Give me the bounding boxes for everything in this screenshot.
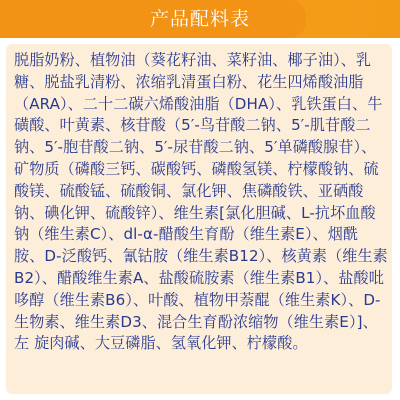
- ingredient-line: 生物素、维生素D3、混合生育酚浓缩物（维生素E）]、左: [14, 312, 378, 353]
- ingredient-line: 酸镁、硫酸锰、硫酸铜、氯化钾、焦磷酸铁、亚硒酸: [14, 181, 364, 200]
- ingredient-line: 钠、5′-胞苷酸二钠、5′-尿苷酸二钠、5′单磷酸腺苷）、: [14, 138, 377, 157]
- ingredient-line: 糖、脱盐乳清粉、浓缩乳清蛋白粉、花生四烯酸油脂: [14, 72, 364, 91]
- ingredient-line: 胺、D-泛酸钙、氰钴胺（维生素B12）、核黄素（维生素: [14, 247, 388, 266]
- ingredient-line: 脱脂奶粉、植物油（葵花籽油、菜籽油、椰子油）、乳: [14, 51, 372, 69]
- ingredient-line: 矿物质（磷酸三钙、碳酸钙、磷酸氢镁、柠檬酸钠、硫: [14, 159, 379, 178]
- page-title: 产品配料表: [149, 8, 250, 30]
- ingredient-line: B2）、醋酸维生素A、盐酸硫胺素（维生素B1）、盐酸吡: [14, 268, 384, 287]
- ingredient-line: 磺酸、叶黄素、核苷酸（5′-鸟苷酸二钠、5′-肌苷酸二: [14, 116, 371, 135]
- ingredient-line: 旋肉碱、大豆磷脂、氢氧化钾、柠檬酸。: [34, 334, 308, 353]
- ingredient-line: 钠、碘化钾、硫酸锌）、维生素[氯化胆碱、L-抗坏血酸: [14, 203, 376, 222]
- header-bar: [0, 0, 400, 38]
- ingredient-line: 钠（维生素C）、dl-α-醋酸生育酚（维生素E）、烟酰: [14, 225, 359, 244]
- ingredients-list: [14, 50, 388, 355]
- ingredient-line: （ARA）、二十二碳六烯酸油脂（DHA）、乳铁蛋白、牛: [14, 94, 383, 113]
- ingredient-line: 哆醇（维生素B6）、叶酸、植物甲萘醌（维生素K）、D-: [14, 290, 381, 309]
